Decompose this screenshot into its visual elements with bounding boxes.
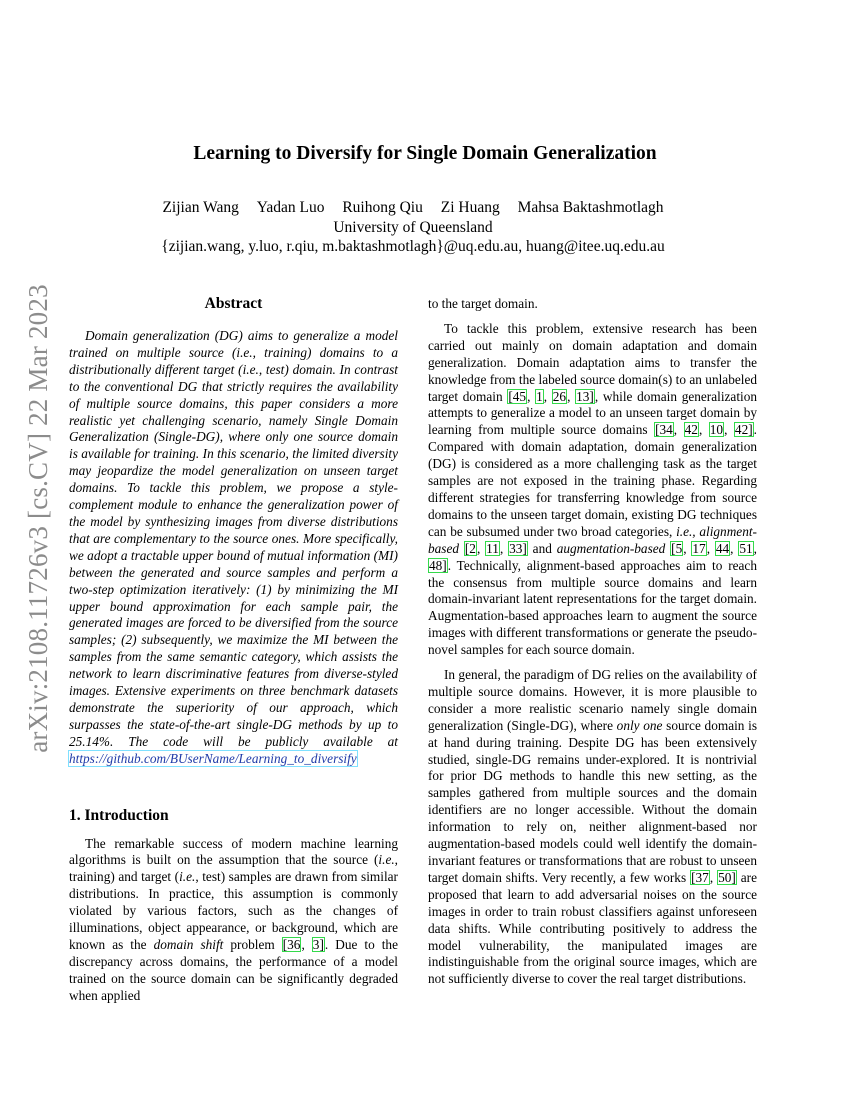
citation-link[interactable]: [36 <box>282 937 301 952</box>
left-column <box>69 294 398 1013</box>
author-name: Zi Huang <box>440 199 500 216</box>
body-paragraph: In general, the paradigm of DG relies on the availability of multiple source domains. However, it is more plausible to consider a more realistic scenario namely single domain generalization (Single-DG), where only one source domain is at hand during training. Despite DG has been extensively studied, single-DG remains under-explored. It is nontrivial for prior DG methods to handle this new setting, as the samples gathered from multiple sources and the domain identifiers are no longer accessible. Without the domain information to rely on, neither alignment-based nor augmentation-based models could well identify the domain-invariant features or transformations that are robust to unseen target domain shifts. Very recently, a few works [37, 50] are proposed that learn to add adversarial noises on the source images in order to train robust classifiers against unforeseen data shifts. While contributing positively to address the model vulnerability, the manipulated images are indistinguishable from the original source images, which are not sufficiently diverse to cover the real target distributions. <box>428 667 758 987</box>
paper-title: Learning to Diversify for Single Domain Generalization <box>193 143 657 164</box>
citation-link[interactable]: 17 <box>692 540 706 556</box>
citation-link[interactable]: [5 <box>671 540 683 556</box>
intro-paragraph: The remarkable success of modern machine learning algorithms is built on the assumption that the source (i.e., training) and target (i.e., test) samples are drawn from similar distributions. In practice, this assumption is commonly violated by various factors, such as the changes of illuminations, object appearance, or background, which are known as the domain shift problem [36, 3]. Due to the discrepancy across domains, the performance of a model trained on the source domain can be significantly degraded when applied <box>69 835 398 1003</box>
citation-link[interactable]: 33] <box>509 540 527 556</box>
citation-link[interactable]: 10 <box>709 422 724 438</box>
citation-link[interactable]: 3] <box>312 937 324 952</box>
citation-link[interactable]: 1 <box>536 388 543 404</box>
citation-link[interactable]: [37 <box>691 869 709 885</box>
author-emails: {zijian.wang, y.luo, r.qiu, m.baktashmotlagh}@uq.edu.au, huang@itee.uq.edu.au <box>161 238 665 255</box>
citation-link[interactable]: 13] <box>576 388 594 404</box>
right-column <box>428 296 757 996</box>
code-link[interactable]: https://github.com/BUserName/Learning_to_diversify <box>69 750 357 766</box>
arxiv-identifier: arXiv:2108.11726v3 [cs.CV] 22 Mar 2023 <box>22 283 53 753</box>
citation-link[interactable]: 44 <box>715 540 730 556</box>
citation-link[interactable]: 11 <box>486 540 499 556</box>
author-name: Ruihong Qiu <box>342 199 423 216</box>
citation-link[interactable]: 42] <box>734 422 753 438</box>
author-list <box>0 199 826 217</box>
author-name: Zijian Wang <box>162 199 239 216</box>
citation-link[interactable]: 50] <box>718 869 736 885</box>
citation-link[interactable]: 42 <box>684 422 698 438</box>
citation-link[interactable]: [2 <box>464 540 476 556</box>
citation-link[interactable]: [34 <box>655 422 673 438</box>
citation-link[interactable]: 48] <box>429 557 447 573</box>
author-name: Mahsa Baktashmotlagh <box>517 199 664 216</box>
paragraph-continuation: to the target domain. <box>428 296 538 311</box>
citation-link[interactable]: [45 <box>508 388 527 404</box>
affiliation: University of Queensland <box>333 219 493 236</box>
abstract-body <box>69 328 398 768</box>
author-name: Yadan Luo <box>256 199 325 216</box>
section-heading-introduction: 1. Introduction <box>69 806 169 824</box>
citation-link[interactable]: 26 <box>552 388 567 404</box>
abstract-heading: Abstract <box>204 295 263 312</box>
citation-link[interactable]: 51 <box>739 540 753 556</box>
abstract-text: Domain generalization (DG) aims to generalize a model trained on multiple source (i.e., training) domains to a distributionally different target (i.e., test) domain. In contrast to the conventional DG that strictly requires the availability of multiple source domains, this paper considers a more realistic yet challenging scenario, namely Single Domain Generalization (Single-DG), where only one source domain is available for training. In this scenario, the limited diversity may jeopardize the model generalization on unseen target domains. To tackle this problem, we propose a style-complement module to enhance the generalization power of the model by synthesizing images from diverse distributions that are complementary to the source ones. More specifically, we adopt a tractable upper bound of mutual information (MI) between the generated and source samples and perform a two-step optimization iteratively: (1) by minimizing the MI upper bound approximation for each sample pair, the generated images are forced to be diversified from the source samples; (2) subsequently, we maximize the MI between the samples from the same semantic category, which assists the network to learn discriminative features from diverse-styled images. Extensive experiments on three benchmark datasets demonstrate the superiority of our approach, which surpasses the state-of-the-art single-DG methods by up to 25.14%. The code will be publicly available at <box>69 328 398 749</box>
body-paragraph: To tackle this problem, extensive research has been carried out mainly on domain adaptation and domain generalization. Domain adaptation aims to transfer the knowledge from the labeled source domain(s) to an unlabeled target domain [45, 1, 26, 13], while domain generalization attempts to generalize a model to an unseen target domain by learning from multiple source domains [34, 42, 10, 42]. Compared with domain adaptation, domain generalization (DG) is considered as a more challenging task as the target samples are not exposed in the training phase. Regarding different strategies for transferring knowledge from source domains to the unseen target domain, existing DG techniques can be subsumed under two broad categories, i.e., alignment-based [2, 11, 33] and augmentation-based [5, 17, 44, 51, 48]. Technically, alignment-based approaches aim to reach the consensus from multiple source domains and learn domain-invariant latent representations for the target domain. Augmentation-based approaches learn to augment the source images with different transformations or generate the pseudo-novel samples for each source domain. <box>428 320 758 658</box>
